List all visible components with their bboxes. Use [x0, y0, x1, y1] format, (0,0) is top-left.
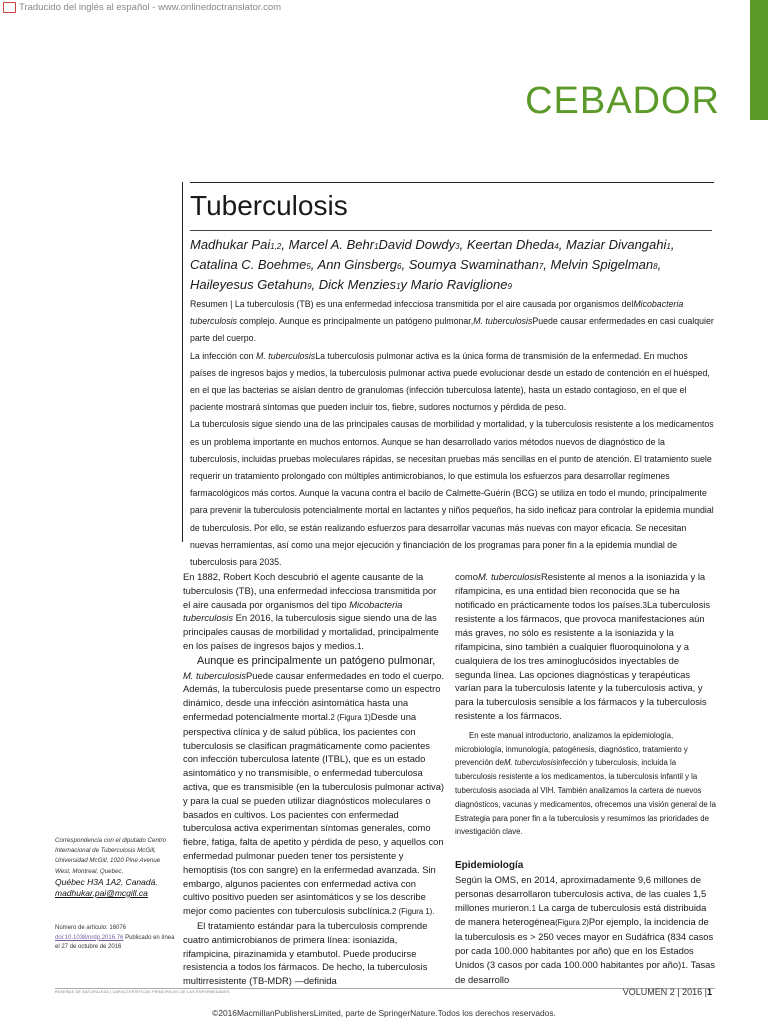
author-name: Marcel A. Behr — [288, 237, 375, 252]
reference-marker: 1 — [531, 903, 536, 913]
author-affiliation-marker: 5 — [306, 262, 311, 271]
author-list — [190, 236, 720, 296]
translation-banner-text: Traducido del inglés al español - www.onlinedoctranslator.com — [19, 1, 282, 13]
page-info — [623, 987, 712, 997]
author-separator: , — [558, 237, 566, 252]
author-separator: , — [401, 257, 409, 272]
body-text: infección y tuberculosis, incluida la tuberculosis resistente a los medicamentos, la tuberculosis infantil y la tuberculosis asociada al VIH. También analizamos la cartera de nuevos diagnósticos, vacunas y medicamentos, ofrecemos una visión general de la Estrategia para poner fin a la tuberculosis y resumimos las prioridades de investigación clave. — [455, 758, 716, 837]
body-paragraph — [183, 654, 445, 919]
body-text: Por ejemplo, la incidencia de la tuberculosis es > 250 veces mayor en Sudáfrica (834 casos por cada 100.000 habitantes por año) que en los Estados Unidos (3 casos por cada 100.000 habitantes por año) — [455, 916, 714, 970]
translation-banner[interactable] — [0, 0, 281, 14]
author-separator: , — [657, 257, 662, 272]
reference-marker: 1 — [357, 641, 362, 651]
correspondence-city: Québec H3A 1A2, Canadá. — [55, 876, 158, 887]
body-text: . Tasas de desarrollo — [455, 958, 716, 985]
author-affiliation-marker: 4 — [554, 242, 559, 251]
reference-marker: 1 — [681, 960, 686, 970]
section-label: CEBADOR — [525, 80, 720, 122]
abstract-text: La infección con — [190, 350, 254, 361]
species-name: M. tuberculosis — [473, 316, 533, 327]
body-text: En 1882, Robert Koch descubrió el agente causante de la tuberculosis (TB), una enfermedad infecciosa transmitida por el aire causada por organismos del tipo — [183, 571, 437, 610]
abstract — [190, 296, 715, 571]
species-name: M. tuberculosis — [503, 758, 557, 768]
reference-marker: (Figura 2) — [555, 918, 589, 928]
copyright-notice: ©2016MacmillanPublishersLimited, parte de SpringerNature.Todos los derechos reservados. — [212, 1008, 556, 1018]
body-text: como — [455, 571, 478, 582]
author-affiliation-marker: 1 — [396, 282, 401, 291]
author-name: Melvin Spigelman — [550, 257, 654, 272]
body-text: Resistente al menos a la isoniazida y la rifampicina, es una entidad bien reconocida que se ha notificado en prácticamente todos los países. — [455, 571, 706, 610]
author-name: David Dowdy — [378, 237, 456, 252]
author-affiliation-marker: 3 — [455, 242, 460, 251]
abstract-text: complejo. Aunque es principalmente un patógeno pulmonar, — [239, 316, 474, 327]
volume-info: VOLUMEN 2 | 2016 | — [622, 987, 707, 997]
article-number: Número de artículo: 16076 — [55, 925, 127, 931]
abstract-text: Puede causar enfermedades en casi cualquier parte del cuerpo. — [190, 316, 714, 344]
author-affiliation-marker: 8 — [653, 262, 658, 271]
reference-marker: 3 — [642, 600, 647, 610]
body-text: En 2016, la tuberculosis sigue siendo una de las principales causas de morbilidad y mortalidad, principalmente en los países de ingresos bajos y medios. — [183, 612, 439, 651]
author-name: Madhukar Pai — [190, 237, 271, 252]
author-separator: , — [281, 237, 289, 252]
species-name: M. tuberculosis — [183, 669, 247, 681]
body-text: Según la OMS, en 2014, aproximadamente 9,6 millones de personas desarrollaron tuberculosis activa, de las cuales 1,5 millones murieron. — [455, 873, 707, 913]
translate-icon — [3, 2, 16, 13]
body-paragraph: En 1882, Robert Koch descubrió el agente causante de la tuberculosis (TB), una enfermedad infecciosa transmitida por el aire causada por organismos del tipo Micobacteria tuberculosis En 2016, la tuberculosis sigue siendo una de las principales causas de morbilidad y mortalidad, principalmente en los países de ingresos bajos y medios.1. — [183, 571, 439, 651]
author-separator: , — [459, 237, 467, 252]
author-name: y Mario Raviglione — [400, 277, 508, 292]
abstract-paragraph: La tuberculosis sigue siendo una de las principales causas de morbilidad y mortalidad, y la tuberculosis resistente a los medicamentos es un problema importante en muchos entornos. Aunque se han desarrollado varios métodos nuevos de diagnóstico de la tuberculosis, incluidas pruebas moleculares rápidas, se necesitan pruebas más sencillas en el punto de atención. El tratamiento suele requerir un tratamiento prolongado con múltiples antimicrobianos, lo que estimula los esfuerzos para desarrollar regímenes farmacológicos más cortos. Aunque la vacuna contra el bacilo de Calmette-Guérin (BCG) se utiliza en todo el mundo, principalmente para prevenir la tuberculosis potencialmente mortal en lactantes y niños pequeños, ha sido ineficaz para controlar la epidemia mundial de tuberculosis. Por ello, se están realizando esfuerzos para desarrollar vacunas más nuevas con mayor eficacia. Se necesitan nuevas herramientas, así como una mejor ejecución y financiación de los programas para poner fin a la epidemia mundial de tuberculosis para 2035. — [190, 419, 714, 568]
abstract-paragraph — [190, 296, 715, 348]
author-separator: , — [311, 277, 319, 292]
body-paragraph: El tratamiento estándar para la tuberculosis comprende cuatro antimicrobianos de primera línea: isoniazida, rifampicina, pirazinamida y etambutol. Puede producirse resistencia a todos los fármacos. De hecho, la tuberculosis multirresistente (TB-MDR) —definida — [183, 919, 428, 987]
species-name: Micobacteria tuberculosis — [190, 299, 684, 327]
body-column-left — [183, 570, 445, 988]
journal-footer: RESEÑAS DE NATURALEZA | CARACTERÍSTICAS PRINCIPALES DE LAS ENFERMEDADES — [55, 990, 230, 994]
author-separator: , — [670, 237, 675, 252]
title-bottom-rule — [190, 230, 712, 231]
author-separator: , — [310, 257, 318, 272]
abstract-left-rule — [182, 182, 183, 542]
correspondence-address: Correspondencia con el diputado Centro Internacional de Tuberculosis McGill, Universidad McGill, 1020 Pine Avenue West, Montreal, Quebec, — [55, 837, 167, 875]
author-name: Dick Menzies — [318, 277, 397, 292]
body-text: Puede causar enfermedades en todo el cuerpo. Además, la tuberculosis puede presentarse como un espectro dinámico, desde una infección asintomática hasta una enfermedad potencialmente mortal. — [183, 669, 445, 722]
footer-rule — [55, 988, 715, 989]
author-affiliation-marker: 1 — [666, 242, 671, 251]
body-paragraph — [455, 873, 717, 986]
reference-marker: 2 (Figura 1) — [330, 712, 371, 722]
correspondence-email-link[interactable]: madhukar.pai@mcgill.ca — [55, 887, 148, 898]
reference-marker: 2 (Figura 1). — [391, 907, 435, 917]
body-text: En este manual introductorio, analizamos la epidemiología, microbiología, inmunología, patogénesis, diagnóstico, tratamiento y prevención de — [455, 730, 688, 768]
doi-link[interactable]: doi:10.1038/nrdp.2016.76 — [55, 934, 124, 941]
abstract-text: Resumen | La tuberculosis (TB) es una enfermedad infecciosa transmitida por el aire causada por organismos del — [190, 299, 634, 309]
author-name: Ann Ginsberg — [317, 257, 398, 272]
page-number: 1 — [706, 987, 712, 997]
body-column-right — [455, 570, 717, 986]
section-heading: Epidemiología — [455, 860, 524, 872]
body-text: La carga de tuberculosis está distribuida de manera heterogénea — [455, 901, 707, 928]
correspondence-note — [55, 836, 173, 899]
author-name: Maziar Divangahi — [565, 237, 667, 252]
body-text: La tuberculosis resistente a los fármacos, que provoca manifestaciones aún más graves, no sólo es resistente a la isoniazida y la rifampicina, sino también a cualquier fluoroquinolona y a cualquiera de los tres aminoglucósidos inyectables de segunda línea. Las opciones diagnósticas y terapéuticas varían para la tuberculosis latente y la tuberculosis activa, y para la tuberculosis sensible a los fármacos y la tuberculosis resistente a los fármacos. — [455, 598, 711, 721]
publication-date: Publicado en línea el 27 de octubre de 2016 — [55, 934, 175, 951]
author-affiliation-marker: 6 — [397, 262, 402, 271]
author-affiliation-marker: 9 — [307, 282, 312, 291]
species-name: M. tuberculosis — [477, 571, 541, 582]
body-text: Desde una perspectiva clínica y de salud pública, los pacientes con tuberculosis se clasifican pragmáticamente como pacientes con infección tuberculosa latente (ITBL), que es un estado asintomático y no transmisible, o enfermedad tuberculosa activa, que es transmisible (en la tuberculosis pulmonar activa) y para la cual se pueden utilizar diagnósticos moleculares o basados en cultivos. Los pacientes con enfermedad tuberculosa activa experimentan síntomas generales, como fiebre, fatiga, falta de apetito y pérdida de peso, y aquellos con enfermedad pulmonar pueden tener tos persistente y hemoptisis (tos con sangre) en la enfermedad avanzada. Sin embargo, algunos pacientes con enfermedad activa con cultivo positivo pueden ser asintomáticos y se los describe mejor como pacientes con tuberculosis subclínica. — [183, 710, 445, 917]
title-top-rule — [190, 182, 714, 183]
author-name: Catalina C. Boehme — [190, 257, 307, 272]
author-affiliation-marker: 1 — [374, 242, 379, 251]
author-name: Haileyesus Getahun — [190, 277, 308, 292]
author-affiliation-marker: 9 — [507, 282, 512, 291]
body-paragraph — [455, 570, 717, 723]
author-affiliation-marker: 1,2 — [270, 242, 282, 251]
species-name: M. tuberculosis — [256, 350, 316, 361]
abstract-text: La tuberculosis pulmonar activa es la única forma de transmisión de la enfermedad. En muchos países de ingresos bajos y medios, la tuberculosis pulmonar activa puede evolucionar desde un estado de contención en el huésped, en el que las bacterias se aíslan dentro de granulomas (infección tuberculosa latente), hasta un estado contagioso, en el que el paciente mostrará síntomas que pueden incluir tos, fiebre, sudores nocturnos y pérdida de peso. — [190, 350, 710, 413]
abstract-paragraph — [190, 348, 715, 417]
body-paragraph — [455, 729, 717, 839]
author-affiliation-marker: 7 — [538, 262, 544, 271]
section-accent-bar — [750, 0, 768, 120]
article-metadata — [55, 924, 177, 953]
species-name: Micobacteria tuberculosis — [183, 598, 403, 624]
article-title: Tuberculosis — [190, 190, 348, 221]
author-separator: , — [543, 257, 551, 272]
author-name: Soumya Swaminathan — [408, 257, 539, 272]
author-name: Keertan Dheda — [466, 237, 555, 252]
body-text: Aunque es principalmente un patógeno pulmonar, — [197, 654, 436, 667]
